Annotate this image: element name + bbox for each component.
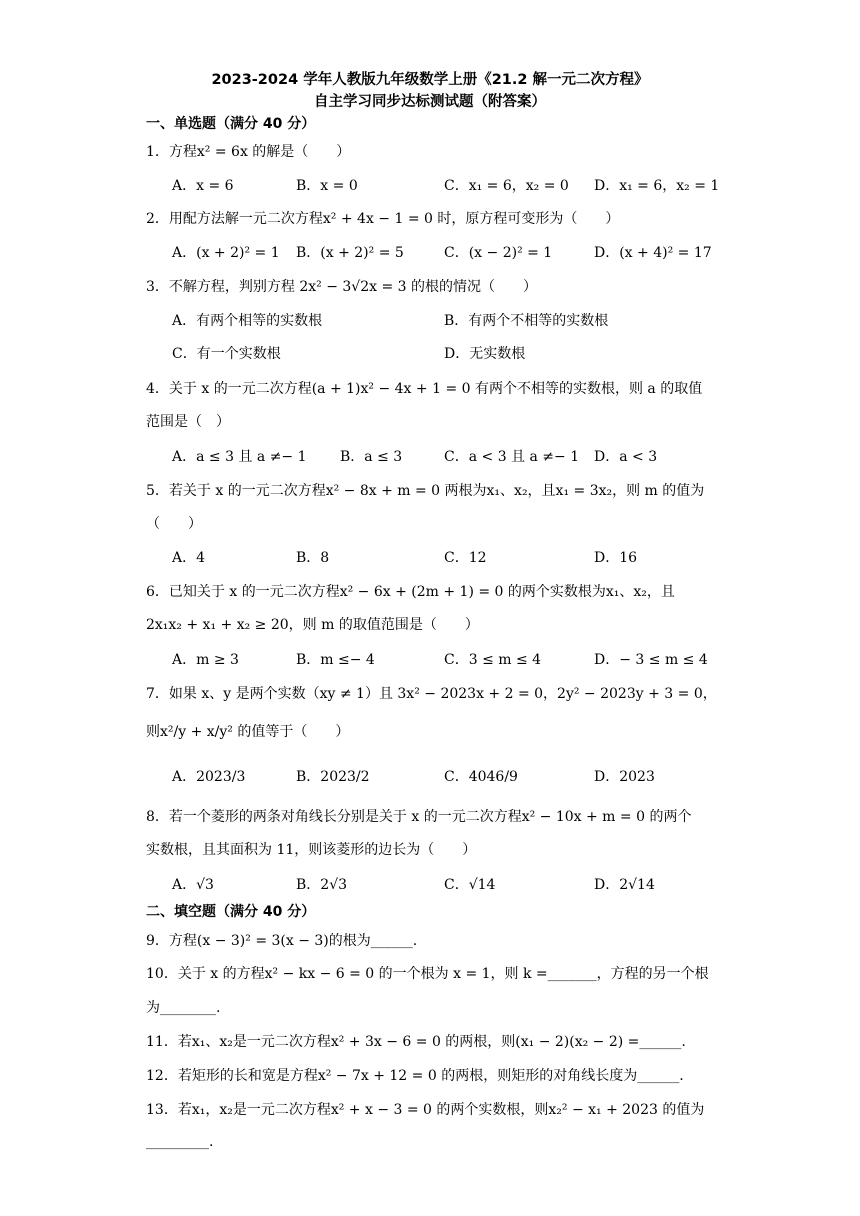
question-7-option-a: A．2023/3 [172, 769, 246, 785]
question-1-option-a: A．x = 6 [172, 178, 234, 194]
question-4-stem-line-1: 4．关于 x 的一元二次方程(a + 1)x² − 4x + 1 = 0 有两个不相等的实数根，则 a 的取值 [146, 381, 703, 397]
question-2-option-a: A．(x + 2)² = 1 [172, 245, 280, 261]
question-3-stem: 3．不解方程，判别方程 2x² − 3√2x = 3 的根的情况（ ） [146, 279, 538, 295]
question-11-stem: 11．若x₁、x₂是一元二次方程x² + 3x − 6 = 0 的两根，则(x₁ − 2)(x₂ − 2) =______. [146, 1034, 686, 1050]
question-3-option-a: A．有两个相等的实数根 [172, 313, 323, 329]
question-5-stem-line-1: 5．若关于 x 的一元二次方程x² − 8x + m = 0 两根为x₁、x₂，且x₁ = 3x₂，则 m 的值为 [146, 483, 705, 499]
question-7-stem-line-2: 则x²/y + x/y² 的值等于（ ） [146, 724, 350, 740]
question-13-stem-line-1: 13．若x₁，x₂是一元二次方程x² + x − 3 = 0 的两个实数根，则x₂² − x₁ + 2023 的值为 [146, 1102, 705, 1118]
question-8-option-c: C．√14 [444, 877, 496, 893]
section-heading-single-choice: 一、单选题（满分 40 分） [146, 116, 316, 132]
question-3-option-c: C．有一个实数根 [172, 346, 281, 362]
question-5-option-d: D．16 [594, 550, 638, 566]
question-5-option-b: B．8 [296, 550, 330, 566]
question-1-option-d: D．x₁ = 6，x₂ = 1 [594, 178, 720, 194]
question-6-option-a: A．m ≥ 3 [172, 652, 239, 668]
question-2-option-b: B．(x + 2)² = 5 [296, 245, 404, 261]
question-2-option-d: D．(x + 4)² = 17 [594, 245, 712, 261]
question-5-option-c: C．12 [444, 550, 487, 566]
question-7-stem-line-1: 7．如果 x、y 是两个实数（xy ≠ 1）且 3x² − 2023x + 2 = 0，2y² − 2023y + 3 = 0， [146, 686, 717, 702]
question-8-option-a: A．√3 [172, 877, 214, 893]
question-3-option-b: B．有两个不相等的实数根 [444, 313, 609, 329]
question-10-stem-line-1: 10．关于 x 的方程x² − kx − 6 = 0 的一个根为 x = 1，则 k =_______，方程的另一个根 [146, 966, 709, 982]
question-6-option-b: B．m ≤− 4 [296, 652, 375, 668]
question-10-stem-line-2: 为________. [146, 1000, 221, 1016]
question-12-stem: 12．若矩形的长和宽是方程x² − 7x + 12 = 0 的两根，则矩形的对角线长度为______. [146, 1068, 684, 1084]
question-7-option-d: D．2023 [594, 769, 655, 785]
question-6-stem-line-1: 6．已知关于 x 的一元二次方程x² − 6x + (2m + 1) = 0 的两个实数根为x₁、x₂，且 [146, 584, 675, 600]
question-6-stem-line-2: 2x₁x₂ + x₁ + x₂ ≥ 20，则 m 的取值范围是（ ） [146, 617, 479, 633]
question-8-option-b: B．2√3 [296, 877, 348, 893]
question-3-option-d: D．无实数根 [444, 346, 526, 362]
question-1-option-c: C．x₁ = 6，x₂ = 0 [444, 178, 569, 194]
question-9-stem: 9．方程(x − 3)² = 3(x − 3)的根为______. [146, 933, 418, 949]
question-1-stem: 1．方程x² = 6x 的解是（ ） [146, 144, 351, 160]
question-5-stem-line-2: （ ） [146, 516, 202, 532]
question-4-stem-line-2: 范围是（ ） [146, 414, 230, 430]
question-4-option-d: D．a < 3 [594, 449, 658, 465]
title-line-1: 2023-2024 学年人教版九年级数学上册《21.2 解一元二次方程》 [211, 72, 649, 88]
question-8-option-d: D．2√14 [594, 877, 655, 893]
question-2-option-c: C．(x − 2)² = 1 [444, 245, 553, 261]
question-6-option-c: C．3 ≤ m ≤ 4 [444, 652, 542, 668]
question-8-stem-line-2: 实数根，且其面积为 11，则该菱形的边长为（ ） [146, 842, 477, 858]
question-2-stem: 2．用配方法解一元二次方程x² + 4x − 1 = 0 时，原方程可变形为（ ） [146, 211, 620, 227]
question-4-option-c: C．a < 3 且 a ≠− 1 [444, 449, 580, 465]
section-heading-fill-in: 二、填空题（满分 40 分） [146, 904, 316, 920]
question-1-option-b: B．x = 0 [296, 178, 358, 194]
question-13-stem-line-2: _________. [146, 1134, 214, 1150]
question-7-option-b: B．2023/2 [296, 769, 370, 785]
question-6-option-d: D．− 3 ≤ m ≤ 4 [594, 652, 708, 668]
question-4-option-a: A．a ≤ 3 且 a ≠− 1 [172, 449, 307, 465]
title-line-2: 自主学习同步达标测试题（附答案） [314, 94, 546, 110]
question-4-option-b: B．a ≤ 3 [340, 449, 403, 465]
question-8-stem-line-1: 8．若一个菱形的两条对角线长分别是关于 x 的一元二次方程x² − 10x + m = 0 的两个 [146, 809, 692, 825]
question-5-option-a: A．4 [172, 550, 206, 566]
question-7-option-c: C．4046/9 [444, 769, 518, 785]
